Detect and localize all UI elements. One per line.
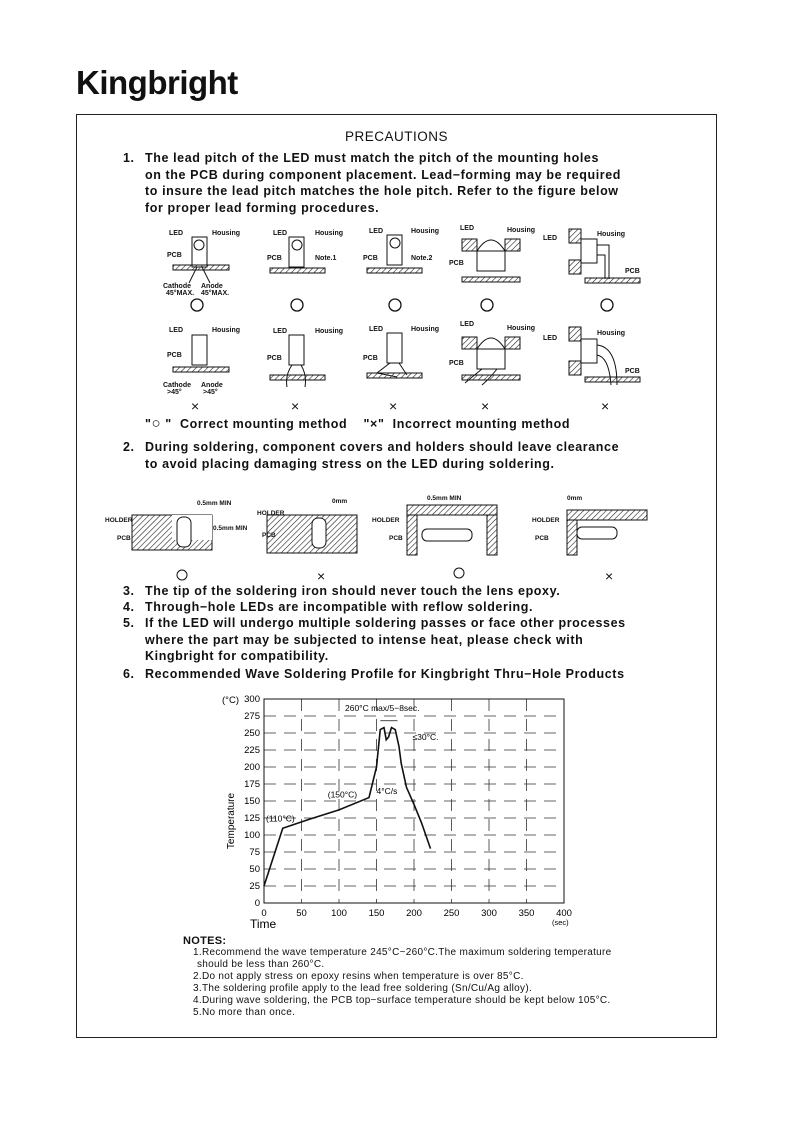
svg-text:0mm: 0mm — [567, 495, 583, 502]
svg-text:HOLDER: HOLDER — [532, 517, 560, 524]
x-tick-label: 350 — [518, 908, 535, 919]
fig-correct-4 — [449, 225, 535, 311]
svg-text:×: × — [605, 568, 614, 584]
y-tick-label: 200 — [244, 762, 260, 773]
svg-text:HOLDER: HOLDER — [372, 517, 400, 524]
holder-fig-2 — [257, 498, 357, 584]
fig-correct-2 — [267, 230, 343, 311]
annotation-rate: 4°C/s — [376, 786, 398, 797]
svg-text:Housing: Housing — [411, 228, 439, 235]
note-item: 4.During wave soldering, the PCB top−surface temperature should be kept below 105°C. — [193, 995, 611, 1006]
svg-text:>45°: >45° — [167, 389, 182, 396]
item-text: During soldering, component covers and holders should leave clearance — [145, 440, 620, 454]
holder-fig-4 — [532, 495, 647, 584]
svg-text:PCB: PCB — [389, 535, 403, 542]
precautions-panel — [76, 114, 717, 1038]
y-tick-label: 250 — [244, 728, 260, 739]
y-tick-label: 175 — [244, 779, 260, 790]
item-text: Through−hole LEDs are incompatible with reflow soldering. — [145, 600, 534, 614]
svg-text:LED: LED — [369, 326, 383, 333]
svg-text:PCB: PCB — [267, 355, 282, 362]
svg-text:Housing: Housing — [597, 231, 625, 238]
x-tick-label: 200 — [406, 908, 422, 919]
y-tick-label: 75 — [249, 847, 260, 858]
x-tick-label: 0 — [261, 908, 267, 919]
mounting-legend: "○ " Correct mounting method "×" Incorrect mounting method — [145, 415, 571, 432]
svg-text:Housing: Housing — [212, 230, 240, 237]
fig-incorrect-5 — [543, 327, 640, 414]
notes — [183, 935, 612, 1019]
profile-line — [264, 728, 431, 886]
svg-text:PCB: PCB — [167, 352, 182, 359]
svg-text:Housing: Housing — [507, 227, 535, 234]
svg-text:Anode: Anode — [201, 382, 223, 389]
annotation-delta: ≤30°C. — [412, 731, 439, 742]
svg-text:Anode: Anode — [201, 283, 223, 290]
svg-text:LED: LED — [273, 328, 287, 335]
svg-text:Cathode: Cathode — [163, 382, 191, 389]
notes-header: NOTES: — [183, 935, 227, 947]
svg-text:Note.2: Note.2 — [411, 255, 433, 262]
item-text: The lead pitch of the LED must match the pitch of the mounting holes — [145, 151, 600, 165]
x-unit: (sec) — [552, 918, 569, 927]
svg-text:PCB: PCB — [117, 535, 131, 542]
svg-text:0.5mm MIN: 0.5mm MIN — [427, 495, 462, 502]
x-tick-label: 250 — [443, 908, 460, 919]
x-tick-label: 300 — [481, 908, 497, 919]
note-item: should be less than 260°C. — [197, 959, 325, 970]
item-text: to avoid placing damaging stress on the LED during soldering. — [145, 456, 555, 471]
item-text: for proper lead forming procedures. — [145, 200, 380, 215]
svg-text:LED: LED — [460, 321, 474, 328]
x-tick-label: 400 — [556, 908, 572, 919]
item-6 — [123, 666, 625, 683]
svg-text:HOLDER: HOLDER — [257, 510, 285, 517]
item-number: 2. — [123, 440, 135, 454]
fig-incorrect-2 — [267, 328, 343, 414]
x-tick-label: 100 — [331, 908, 347, 919]
svg-text:LED: LED — [369, 228, 383, 235]
svg-text:×: × — [481, 398, 490, 414]
item-text: If the LED will undergo multiple soldering passes or face other processes — [145, 616, 626, 630]
item-5 — [123, 615, 626, 665]
annotation-peak: 260°C max/5−8sec. — [345, 703, 420, 714]
holder-clearance-figure — [77, 485, 717, 585]
item-1 — [123, 150, 621, 216]
svg-text:×: × — [317, 568, 326, 584]
item-number: 6. — [123, 667, 135, 681]
y-tick-label: 275 — [244, 711, 260, 722]
y-tick-label: 100 — [244, 830, 260, 841]
page-title: PRECAUTIONS — [344, 129, 448, 144]
svg-text:Housing: Housing — [212, 327, 240, 334]
svg-text:Housing: Housing — [411, 326, 439, 333]
item-number: 1. — [123, 151, 135, 165]
svg-text:0mm: 0mm — [332, 498, 348, 505]
svg-text:PCB: PCB — [267, 255, 282, 262]
y-tick-label: 50 — [249, 864, 260, 875]
y-tick-label: 225 — [244, 745, 260, 756]
item-4 — [123, 599, 533, 616]
y-tick-label: 25 — [249, 881, 260, 892]
svg-text:PCB: PCB — [363, 255, 378, 262]
note-item: 5.No more than once. — [193, 1007, 296, 1018]
svg-text:45°MAX.: 45°MAX. — [201, 290, 230, 297]
svg-text:HOLDER: HOLDER — [105, 517, 133, 524]
item-text: Kingbright for compatibility. — [145, 649, 329, 663]
fig-incorrect-1 — [163, 327, 240, 414]
svg-text:LED: LED — [273, 230, 287, 237]
fig-incorrect-4 — [449, 321, 535, 414]
item-text: on the PCB during component placement. Lead−forming may be required — [145, 167, 622, 182]
note-item: 3.The soldering profile apply to the lead free soldering (Sn/Cu/Ag alloy). — [193, 983, 533, 994]
x-tick-label: 50 — [296, 908, 307, 919]
note-item: 2.Do not apply stress on epoxy resins when temperature is over 85°C. — [193, 971, 524, 982]
svg-text:Housing: Housing — [315, 328, 343, 335]
svg-text:Cathode: Cathode — [163, 283, 191, 290]
item-number: 3. — [123, 584, 135, 598]
item-text: Recommended Wave Soldering Profile for Kingbright Thru−Hole Products — [145, 667, 625, 681]
svg-text:PCB: PCB — [625, 268, 640, 275]
svg-text:Note.1: Note.1 — [315, 255, 337, 262]
note-item: 1.Recommend the wave temperature 245°C~260°C.The maximum soldering temperature — [193, 947, 612, 958]
svg-text:PCB: PCB — [167, 252, 182, 259]
svg-text:×: × — [291, 398, 300, 414]
fig-correct-1 — [163, 230, 240, 311]
y-tick-label: 0 — [254, 898, 260, 909]
item-text: The tip of the soldering iron should never touch the lens epoxy. — [145, 584, 561, 598]
annotation-110: (110°C) — [266, 813, 295, 824]
y-axis-label: Temperature — [226, 792, 237, 850]
y-tick-label: 150 — [244, 796, 260, 807]
holder-fig-1 — [105, 500, 248, 580]
svg-text:LED: LED — [169, 230, 183, 237]
svg-text:PCB: PCB — [625, 368, 640, 375]
svg-text:×: × — [389, 398, 398, 414]
svg-text:×: × — [191, 398, 200, 414]
annotation-150: (150°C) — [327, 789, 358, 800]
y-tick-label: 125 — [244, 813, 260, 824]
svg-text:Housing: Housing — [597, 330, 625, 337]
svg-text:0.5mm MIN: 0.5mm MIN — [213, 525, 248, 532]
fig-incorrect-3 — [363, 326, 439, 414]
item-number: 4. — [123, 600, 135, 614]
legend-incorrect: Incorrect mounting method — [392, 417, 571, 431]
holder-fig-3 — [372, 495, 497, 578]
svg-text:PCB: PCB — [449, 360, 464, 367]
svg-text:>45°: >45° — [203, 389, 218, 396]
fig-correct-5 — [543, 229, 640, 311]
svg-text:Housing: Housing — [507, 325, 535, 332]
svg-text:LED: LED — [543, 235, 557, 242]
svg-text:0.5mm MIN: 0.5mm MIN — [197, 500, 232, 507]
y-unit: (°C) — [222, 695, 239, 706]
svg-text:PCB: PCB — [262, 532, 276, 539]
brand-logo: Kingbright — [76, 64, 238, 101]
soldering-profile-chart — [77, 685, 717, 935]
item-number: 5. — [123, 616, 135, 630]
item-2 — [123, 439, 619, 472]
y-tick-label: 300 — [244, 694, 260, 705]
x-tick-label: 150 — [368, 908, 385, 919]
item-text: where the part may be subjected to intense heat, please check with — [145, 632, 584, 647]
svg-text:LED: LED — [169, 327, 183, 334]
x-axis-label: Time — [250, 917, 277, 931]
legend-correct: Correct mounting method — [179, 417, 348, 431]
svg-text:LED: LED — [460, 225, 474, 232]
svg-text:PCB: PCB — [449, 260, 464, 267]
svg-text:×: × — [601, 398, 610, 414]
item-3 — [123, 583, 560, 600]
fig-correct-3 — [363, 228, 439, 311]
svg-text:45°MAX.: 45°MAX. — [166, 290, 195, 297]
svg-text:PCB: PCB — [535, 535, 549, 542]
svg-text:LED: LED — [543, 335, 557, 342]
svg-text:Housing: Housing — [315, 230, 343, 237]
svg-text:PCB: PCB — [363, 355, 378, 362]
item-text: to insure the lead pitch matches the hole pitch. Refer to the figure below — [145, 184, 619, 198]
lead-forming-figure — [77, 215, 717, 415]
